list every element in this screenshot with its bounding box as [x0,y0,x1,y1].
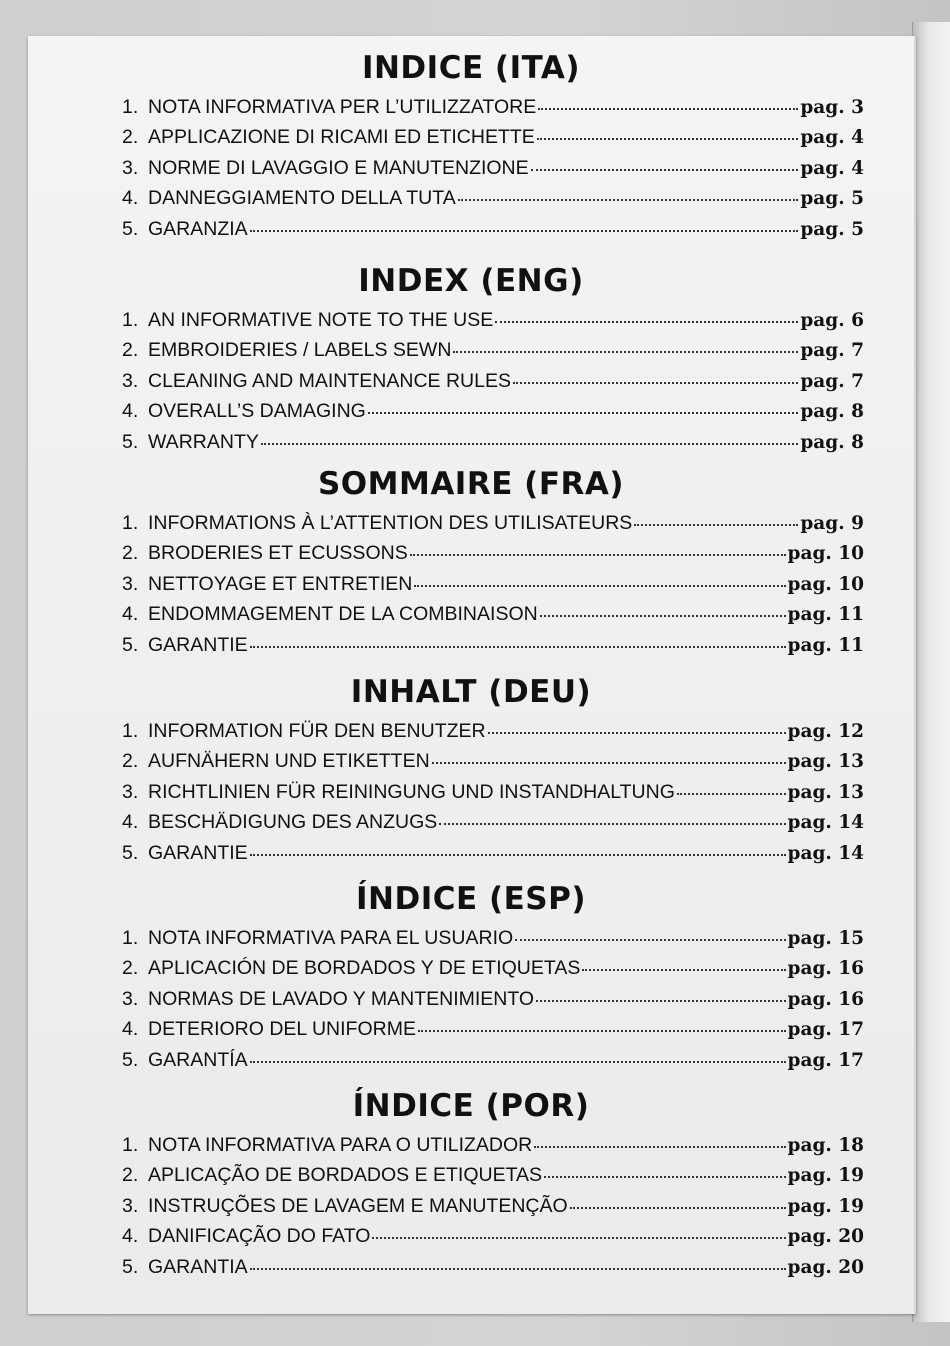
entry-page: pag. 16 [787,988,864,1010]
dot-leader [250,230,799,232]
entry-number: 2. [122,542,139,565]
dot-leader [372,1237,785,1239]
entry-number: 5. [122,633,139,656]
entry-page: pag. 8 [800,431,864,453]
toc-entry [122,431,864,461]
toc-entry [122,750,864,780]
dot-leader [250,854,786,856]
toc-entry [122,988,864,1018]
entry-title: GARANTIA [148,1255,248,1278]
entry-number: 4. [122,811,139,834]
entry-list [122,1134,864,1286]
dot-leader [432,762,786,764]
entry-page: pag. 6 [800,310,864,331]
dot-leader [410,554,786,556]
entry-number: 5. [122,841,139,864]
entry-title: AN INFORMATIVE NOTE TO THE USE [148,309,494,331]
dot-leader [582,969,785,971]
entry-number: 1. [122,927,139,949]
entry-list [122,927,864,1079]
entry-number: 3. [122,369,139,392]
toc-entry [122,781,864,811]
entry-title: RICHTLINIEN FÜR REININGUNG UND INSTANDHALTUNG [148,780,675,803]
toc-entry [122,842,864,872]
entry-number: 2. [122,126,139,149]
entry-title: EMBROIDERIES / LABELS SEWN [148,339,452,362]
entry-page: pag. 3 [800,97,864,118]
toc-entry [122,1225,864,1255]
booklet-page [28,36,916,1314]
section-title: SOMMAIRE (FRA) [317,466,625,502]
entry-number: 5. [122,430,139,453]
entry-title: GARANTIE [148,841,248,864]
entry-page: pag. 11 [787,634,864,656]
entry-number: 4. [122,187,139,210]
toc-entry [122,218,864,248]
dot-leader [531,169,799,171]
toc-entry [122,126,864,156]
toc-entry [122,1164,864,1194]
entry-number: 3. [122,987,139,1010]
entry-page: pag. 14 [787,812,864,834]
entry-page: pag. 17 [787,1049,864,1071]
entry-list [122,96,864,248]
entry-page: pag. 7 [800,370,864,392]
entry-list [122,720,864,872]
entry-list [122,309,864,461]
entry-page: pag. 20 [787,1226,864,1248]
entry-number: 3. [122,572,139,595]
entry-number: 5. [122,1255,139,1278]
entry-title: APPLICAZIONE DI RICAMI ED ETICHETTE [148,126,535,149]
section-title: INDEX (ENG) [358,263,584,299]
section-title: INHALT (DEU) [350,674,592,710]
dot-leader [414,585,785,587]
entry-title: CLEANING AND MAINTENANCE RULES [148,369,511,392]
entry-number: 2. [122,339,139,362]
entry-title: NOTA INFORMATIVA PARA EL USUARIO [148,927,514,949]
toc-entry [122,187,864,217]
entry-number: 1. [122,309,139,331]
dot-leader [495,321,798,323]
toc-entry [122,634,864,664]
entry-title: INFORMATIONS À L’ATTENTION DES UTILISATEURS [148,512,633,534]
entry-title: INSTRUÇÕES DE LAVAGEM E MANUTENÇÃO [148,1194,568,1217]
entry-number: 1. [122,1134,139,1156]
entry-title: BRODERIES ET ECUSSONS [148,542,408,565]
entry-number: 3. [122,156,139,179]
entry-page: pag. 7 [800,340,864,362]
adjacent-page-edge [912,22,950,1322]
dot-leader [515,939,785,941]
toc-entry [122,157,864,187]
toc-entry [122,1018,864,1048]
entry-page: pag. 19 [787,1195,864,1217]
dot-leader [250,646,786,648]
entry-title: NORME DI LAVAGGIO E MANUTENZIONE [148,156,529,179]
section-title: ÍNDICE (ESP) [355,881,587,917]
entry-number: 1. [122,512,139,534]
toc-entry [122,1134,864,1164]
entry-page: pag. 12 [787,721,864,742]
toc-entry [122,96,864,126]
dot-leader [570,1207,786,1209]
entry-title: DANNEGGIAMENTO DELLA TUTA [148,187,456,210]
dot-leader [250,1061,786,1063]
entry-page: pag. 20 [787,1256,864,1278]
entry-number: 1. [122,96,139,118]
entry-title: GARANTÍA [148,1048,248,1071]
dot-leader [513,382,798,384]
toc-entry [122,512,864,542]
entry-title: NOTA INFORMATIVA PER L’UTILIZZATORE [148,96,537,118]
entry-title: NOTA INFORMATIVA PARA O UTILIZADOR [148,1134,533,1156]
entry-title: APLICAÇÃO DE BORDADOS E ETIQUETAS [148,1164,543,1187]
entry-page: pag. 10 [787,573,864,595]
dot-leader [544,1176,785,1178]
entry-title: NORMAS DE LAVADO Y MANTENIMIENTO [148,987,535,1010]
entry-page: pag. 18 [787,1135,864,1156]
toc-entry [122,1256,864,1286]
toc-entry [122,573,864,603]
section-title: ÍNDICE (POR) [352,1088,590,1124]
dot-leader [261,443,799,445]
toc-entry [122,1049,864,1079]
entry-number: 4. [122,1018,139,1041]
toc-entry [122,811,864,841]
entry-page: pag. 8 [800,401,864,423]
entry-number: 3. [122,780,139,803]
entry-number: 4. [122,603,139,626]
entry-number: 5. [122,1048,139,1071]
dot-leader [488,732,786,734]
section-title: INDICE (ITA) [361,50,581,86]
entry-title: GARANTIE [148,633,248,656]
toc-entry [122,1195,864,1225]
entry-page: pag. 15 [787,928,864,949]
dot-leader [453,351,798,353]
entry-title: AUFNÄHERN UND ETIKETTEN [148,750,430,773]
entry-title: NETTOYAGE ET ENTRETIEN [148,572,413,595]
dot-leader [368,412,799,414]
entry-page: pag. 16 [787,958,864,980]
dot-leader [540,615,786,617]
entry-title: DANIFICAÇÃO DO FATO [148,1225,371,1248]
entry-title: DETERIORO DEL UNIFORME [148,1018,416,1041]
toc-entry [122,603,864,633]
entry-title: GARANZIA [148,217,248,240]
entry-page: pag. 14 [787,842,864,864]
toc-entry [122,400,864,430]
entry-title: INFORMATION FÜR DEN BENUTZER [148,720,486,742]
entry-title: WARRANTY [148,430,259,453]
toc-entry [122,927,864,957]
entry-page: pag. 4 [800,127,864,149]
entry-number: 2. [122,957,139,980]
toc-entry [122,370,864,400]
entry-page: pag. 13 [787,751,864,773]
toc-entry [122,720,864,750]
dot-leader [538,108,798,110]
entry-title: OVERALL’S DAMAGING [148,400,366,423]
entry-number: 4. [122,400,139,423]
dot-leader [537,138,799,140]
entry-page: pag. 5 [800,188,864,210]
entry-page: pag. 10 [787,543,864,565]
dot-leader [677,793,786,795]
toc-entry [122,339,864,369]
entry-number: 5. [122,217,139,240]
entry-page: pag. 17 [787,1019,864,1041]
dot-leader [458,199,799,201]
dot-leader [534,1146,785,1148]
dot-leader [418,1030,786,1032]
entry-page: pag. 5 [800,218,864,240]
entry-page: pag. 13 [787,781,864,803]
entry-title: APLICACIÓN DE BORDADOS Y DE ETIQUETAS [148,957,581,980]
dot-leader [439,823,785,825]
entry-list [122,512,864,664]
entry-number: 3. [122,1194,139,1217]
entry-page: pag. 19 [787,1165,864,1187]
entry-page: pag. 11 [787,604,864,626]
toc-entry [122,957,864,987]
dot-leader [250,1268,786,1270]
entry-number: 2. [122,1164,139,1187]
entry-number: 1. [122,720,139,742]
entry-page: pag. 4 [800,157,864,179]
entry-title: BESCHÄDIGUNG DES ANZUGS [148,811,438,834]
entry-number: 2. [122,750,139,773]
entry-page: pag. 9 [800,513,864,534]
dot-leader [536,1000,785,1002]
toc-entry [122,542,864,572]
entry-number: 4. [122,1225,139,1248]
toc-entry [122,309,864,339]
entry-title: ENDOMMAGEMENT DE LA COMBINAISON [148,603,538,626]
dot-leader [634,524,798,526]
